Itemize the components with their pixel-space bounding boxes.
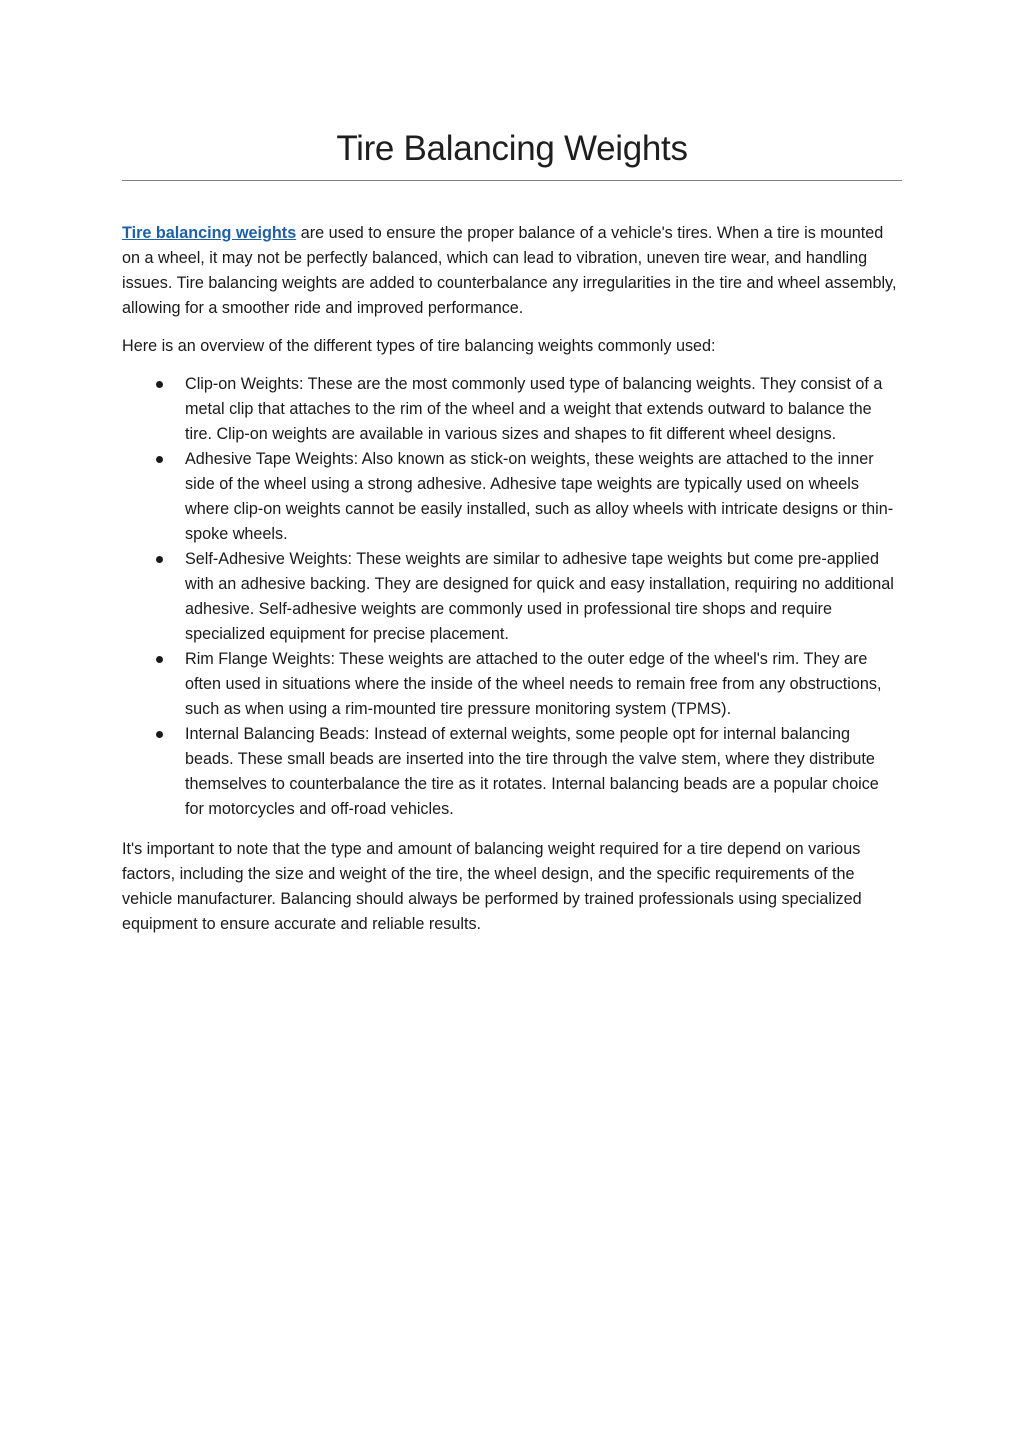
intro-paragraph (122, 221, 902, 321)
weight-types-list (122, 372, 902, 822)
list-item-text: Rim Flange Weights: These weights are attached to the outer edge of the wheel's rim. They are often used in situations where the inside of the wheel needs to remain free from any obstructions, such as when using a rim-mounted tire pressure monitoring system (TPMS). (185, 650, 882, 718)
conclusion-paragraph: It's important to note that the type and amount of balancing weight required for a tire depend on various factors, including the size and weight of the tire, the wheel design, and the specific requirements of the vehicle manufacturer. Balancing should always be performed by trained professionals using specialized equipment to ensure accurate and reliable results. (122, 840, 862, 933)
list-item (122, 547, 902, 647)
list-item (122, 447, 902, 547)
bullet-icon (156, 381, 163, 388)
title-divider (122, 180, 902, 181)
intro-text: are used to ensure the proper balance of a vehicle's tires. When a tire is mounted on a wheel, it may not be perfectly balanced, which can lead to vibration, uneven tire wear, and handling issues. Tire balancing weights are added to counterbalance any irregularities in the tire and wheel assembly, allowing for a smoother ride and improved performance. (122, 224, 897, 317)
bullet-icon (156, 456, 163, 463)
list-item (122, 372, 902, 447)
bullet-icon (156, 731, 163, 738)
tire-balancing-weights-link[interactable]: Tire balancing weights (122, 224, 297, 242)
list-item-text: Internal Balancing Beads: Instead of external weights, some people opt for internal balancing beads. These small beads are inserted into the tire through the valve stem, where they distribute themselves to counterbalance the tire as it rotates. Internal balancing beads are a popular choice for motorcycles and off-road vehicles. (185, 725, 879, 818)
page-title: Tire Balancing Weights (336, 129, 688, 168)
list-item (122, 647, 902, 722)
list-item-text: Adhesive Tape Weights: Also known as stick-on weights, these weights are attached to the inner side of the wheel using a strong adhesive. Adhesive tape weights are typically used on wheels where clip-on weights cannot be easily installed, such as alloy wheels with intricate designs or thin-spoke wheels. (185, 450, 894, 543)
bullet-icon (156, 656, 163, 663)
list-item (122, 722, 902, 822)
list-item-text: Clip-on Weights: These are the most commonly used type of balancing weights. They consist of a metal clip that attaches to the rim of the wheel and a weight that extends outward to balance the tire. Clip-on weights are available in various sizes and shapes to fit different wheel designs. (185, 375, 883, 443)
list-item-text: Self-Adhesive Weights: These weights are similar to adhesive tape weights but come pre-applied with an adhesive backing. They are designed for quick and easy installation, requiring no additional adhesive. Self-adhesive weights are commonly used in professional tire shops and require specialized equipment for precise placement. (185, 550, 894, 643)
overview-paragraph: Here is an overview of the different types of tire balancing weights commonly used: (122, 337, 716, 355)
bullet-icon (156, 556, 163, 563)
document-page (122, 124, 902, 950)
